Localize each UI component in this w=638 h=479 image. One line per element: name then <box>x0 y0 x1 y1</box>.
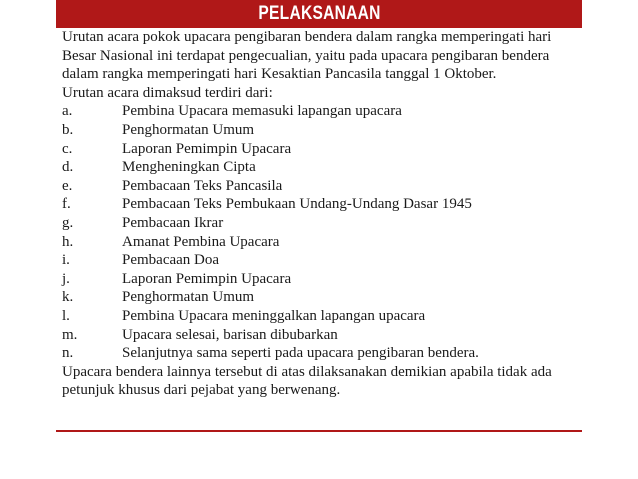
list-item-letter: k. <box>62 289 74 306</box>
list-item-letter: g. <box>62 214 74 231</box>
list-item-text: Mengheningkan Cipta <box>122 159 256 176</box>
document-body <box>62 28 582 400</box>
closing-paragraph: Upacara bendera lainnya tersebut di atas dilaksanakan demikian apabila tidak ada petunjuk khusus dari pejabat yang berwenang. <box>62 363 552 399</box>
list-item <box>62 195 582 214</box>
list-item-text: Pembacaan Teks Pembukaan Undang-Undang Dasar 1945 <box>122 196 472 213</box>
list-item-text: Penghormatan Umum <box>122 121 255 138</box>
list-item-text: Pembina Upacara meninggalkan lapangan upacara <box>122 307 426 324</box>
list-item-text: Pembina Upacara memasuki lapangan upacara <box>122 103 402 120</box>
list-item-text: Penghormatan Umum <box>122 289 255 306</box>
list-item-letter: d. <box>62 159 74 176</box>
list-item-text: Pembacaan Doa <box>122 252 220 269</box>
list-item-letter: b. <box>62 121 74 138</box>
list-item-text: Pembacaan Ikrar <box>122 214 224 231</box>
intro-paragraph: Urutan acara pokok upacara pengibaran bendera dalam rangka memperingati hari Besar Nasional ini terdapat pengecualian, yaitu pada upacara pengibaran bendera dalam rangka memperingati hari Kesaktian Pancasila tanggal 1 Oktober. <box>62 29 552 83</box>
list-item <box>62 307 582 326</box>
list-item <box>62 121 582 140</box>
list-item-letter: a. <box>62 103 73 120</box>
list-item <box>62 233 582 252</box>
list-intro: Urutan acara dimaksud terdiri dari: <box>62 84 273 101</box>
list-item-letter: n. <box>62 345 74 362</box>
list-item <box>62 251 582 270</box>
list-item <box>62 140 582 159</box>
list-item-letter: m. <box>62 326 78 343</box>
list-item <box>62 270 582 289</box>
list-item <box>62 158 582 177</box>
list-item <box>62 344 582 363</box>
list-item <box>62 288 582 307</box>
list-item <box>62 214 582 233</box>
list-item-text: Pembacaan Teks Pancasila <box>122 177 283 194</box>
list-item <box>62 177 582 196</box>
list-item-letter: j. <box>62 270 70 287</box>
agenda-list <box>62 102 582 362</box>
list-item-letter: f. <box>62 196 71 213</box>
list-item-text: Laporan Pemimpin Upacara <box>122 270 292 287</box>
page-title: PELAKSANAAN <box>257 3 381 24</box>
title-bar <box>56 0 582 28</box>
list-item <box>62 326 582 345</box>
list-item-letter: c. <box>62 140 73 157</box>
list-item-letter: h. <box>62 233 74 250</box>
bottom-divider <box>56 430 582 432</box>
list-item <box>62 102 582 121</box>
list-item-letter: e. <box>62 177 73 194</box>
list-item-text: Amanat Pembina Upacara <box>122 233 280 250</box>
list-item-letter: l. <box>62 307 70 324</box>
list-item-text: Upacara selesai, barisan dibubarkan <box>122 326 338 343</box>
list-item-text: Selanjutnya sama seperti pada upacara pengibaran bendera. <box>122 345 479 362</box>
list-item-letter: i. <box>62 252 70 269</box>
list-item-text: Laporan Pemimpin Upacara <box>122 140 292 157</box>
